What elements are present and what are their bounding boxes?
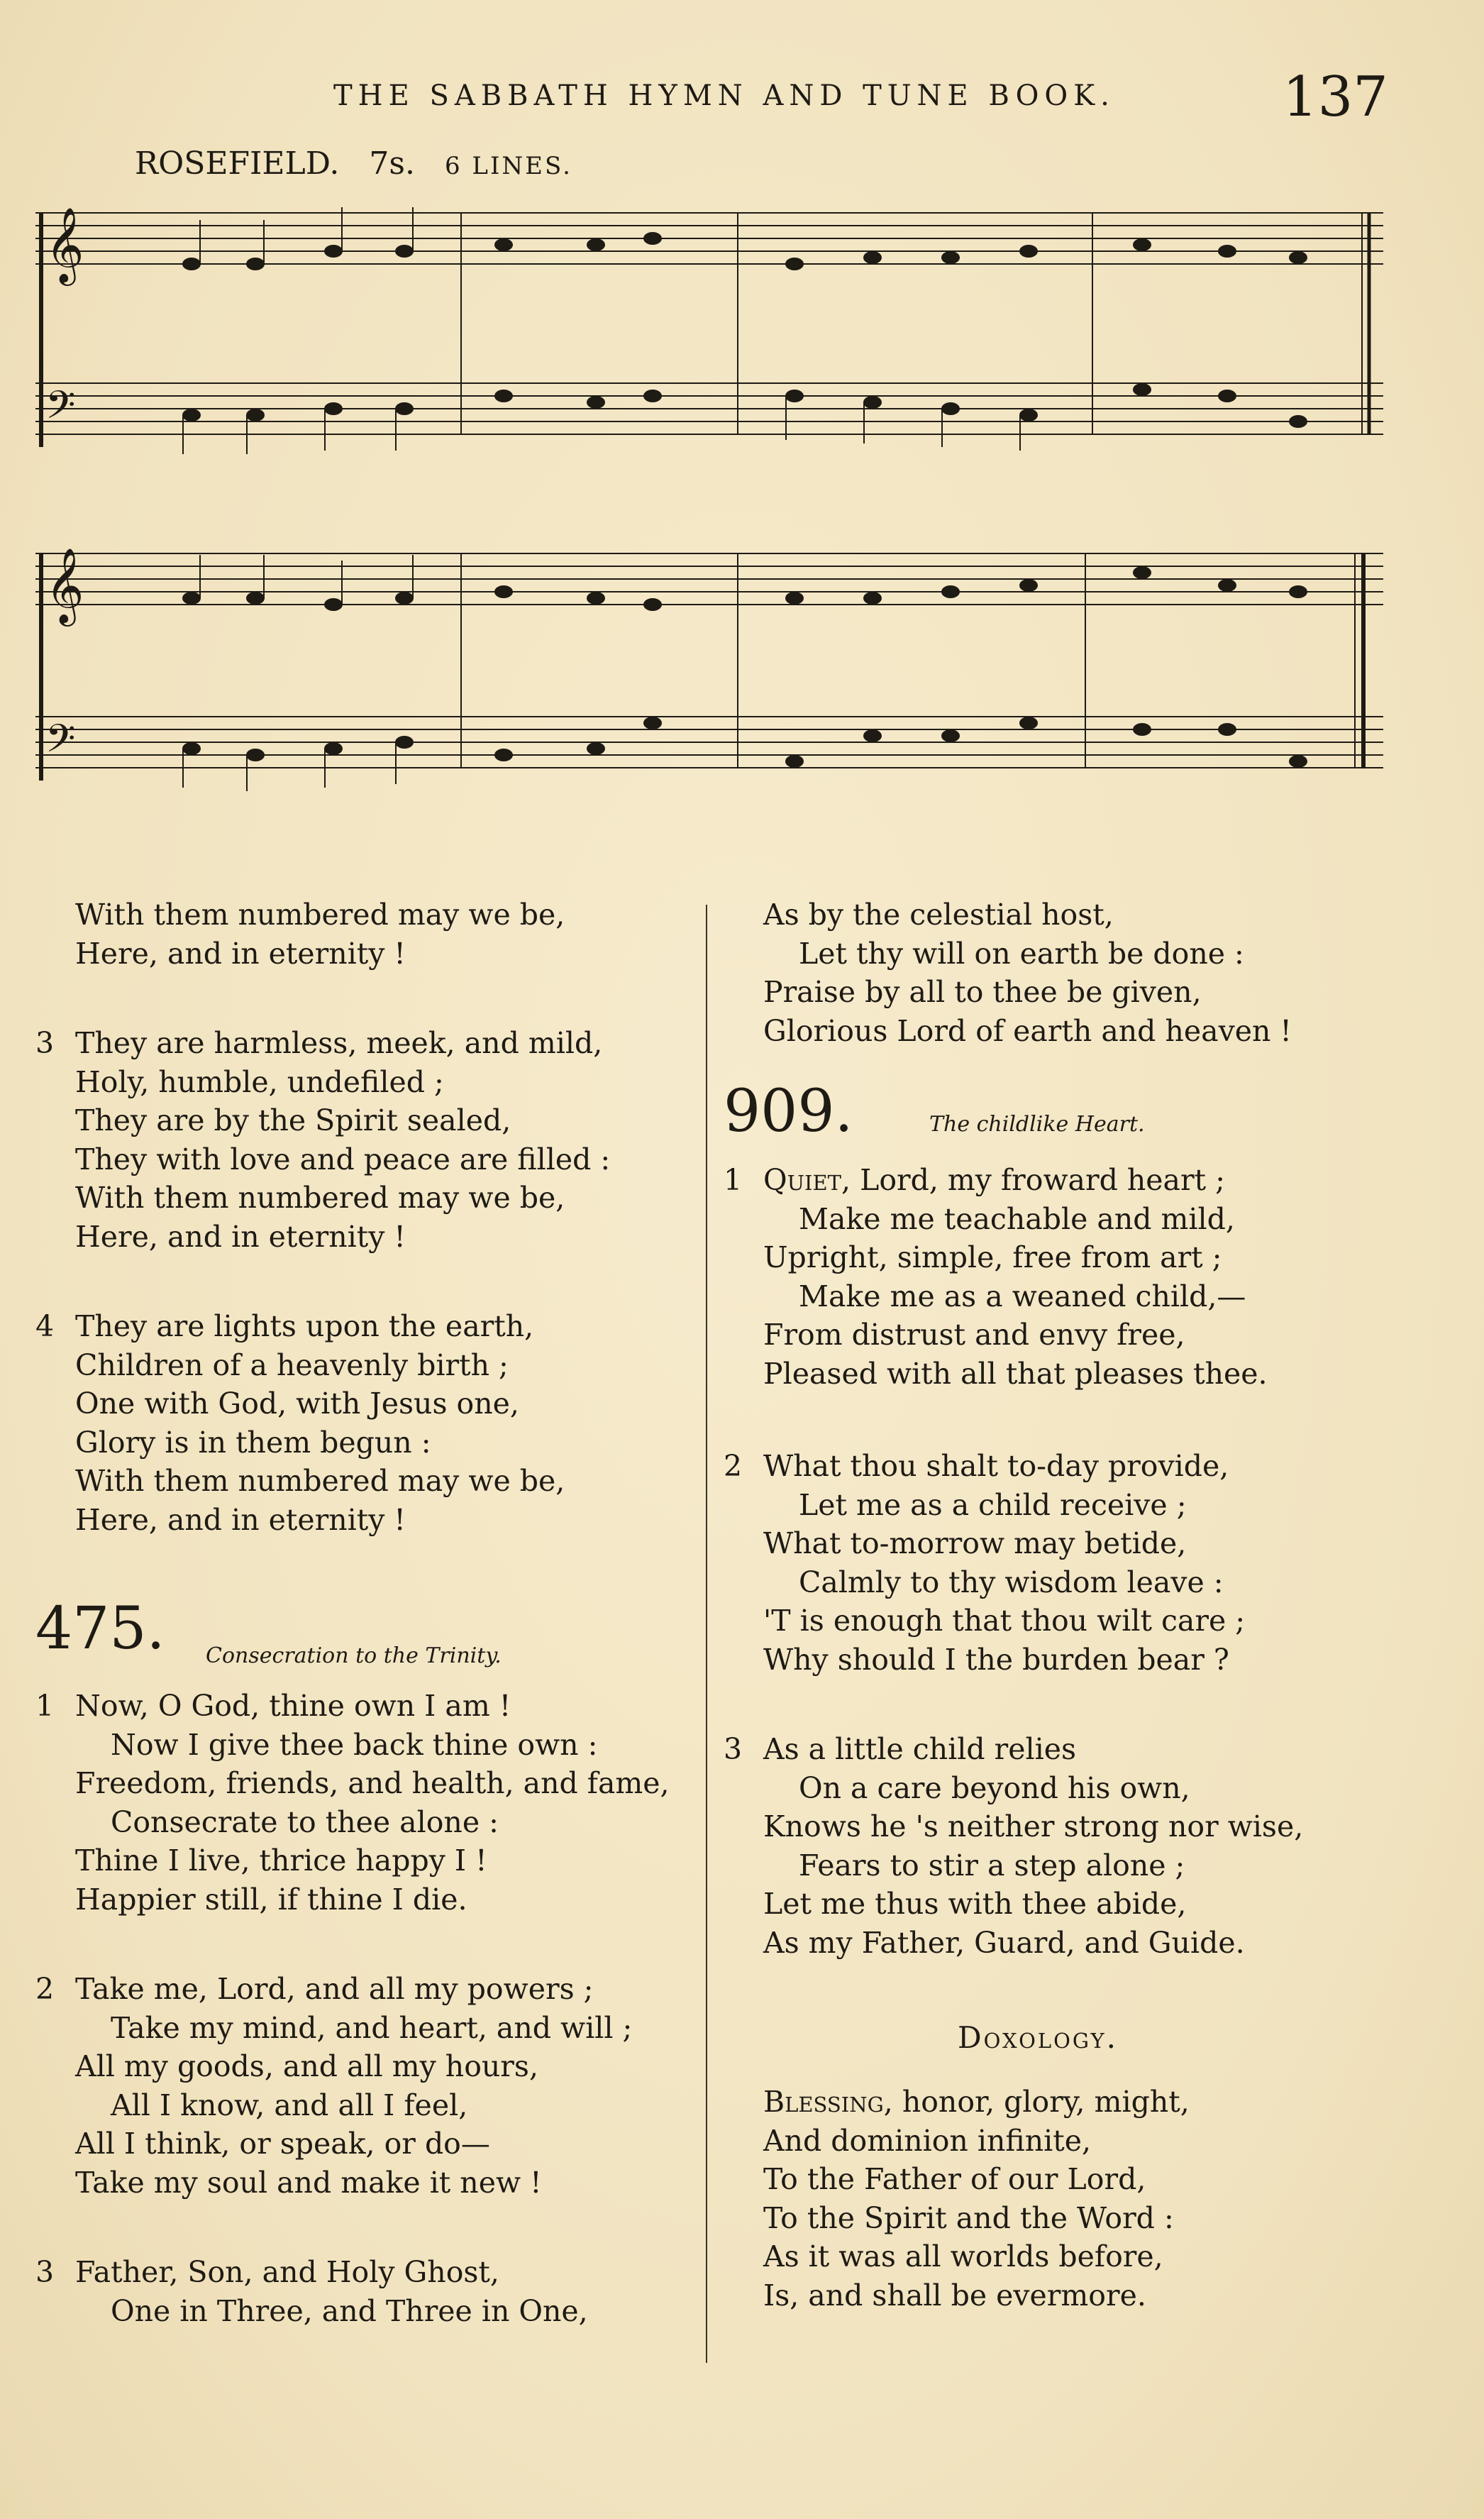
hymn-subtitle: The childlike Heart. <box>929 1112 1145 1137</box>
verse-line: Consecrate to thee alone : <box>111 1804 499 1839</box>
tune-meter-lines: 6 LINES. <box>444 152 572 180</box>
svg-text:𝄢: 𝄢 <box>45 716 76 771</box>
hymn-number: 909. <box>724 1078 853 1145</box>
verse-line: All my goods, and all my hours, <box>75 2049 538 2083</box>
hymn-heading-909 <box>724 1078 1461 1161</box>
verse-line: They with love and peace are filled : <box>75 1142 611 1176</box>
verse-line: Pleased with all that pleases thee. <box>763 1356 1268 1391</box>
verse-line: As it was all worlds before, <box>763 2239 1163 2273</box>
running-header: THE SABBATH HYMN AND TUNE BOOK. <box>333 79 1115 112</box>
verse-line: Upright, simple, free from art ; <box>763 1240 1222 1274</box>
music-notation-system-1 <box>35 199 1397 461</box>
verse-number: 3 <box>724 1732 743 1766</box>
verse-line: Make me as a weaned child,— <box>799 1279 1246 1313</box>
verse-line: With them numbered may we be, <box>75 1181 565 1215</box>
verse-line: 2 Take me, Lord, and all my powers ; <box>35 1970 695 2009</box>
verse-line: Glory is in them begun : <box>75 1425 431 1460</box>
verse-line: Here, and in eternity ! <box>75 1502 406 1537</box>
verse-line: Holy, humble, undefiled ; <box>75 1064 444 1099</box>
verse-number: 1 <box>724 1163 743 1197</box>
verse-line: 2 What thou shalt to-day provide, <box>724 1447 1461 1486</box>
tune-meter: 7s. <box>369 145 415 182</box>
verse-number: 1 <box>35 1689 55 1723</box>
verse-line: They are by the Spirit sealed, <box>75 1103 511 1137</box>
verse-line: As my Father, Guard, and Guide. <box>763 1925 1245 1960</box>
verse-line: What to-morrow may betide, <box>763 1526 1187 1560</box>
verse-line: To the Spirit and the Word : <box>763 2200 1174 2235</box>
right-text-column <box>724 895 1461 2315</box>
verse-line: With them numbered may we be, <box>75 1464 565 1498</box>
page-number: 137 <box>1283 65 1388 129</box>
verse-line: Now I give thee back thine own : <box>111 1727 598 1762</box>
verse-line: Knows he 's neither strong nor wise, <box>763 1809 1304 1843</box>
verse-line: 4 They are lights upon the earth, <box>35 1307 695 1346</box>
column-divider <box>706 905 707 2363</box>
verse-line: Blessing, honor, glory, might, <box>763 2085 1190 2119</box>
tune-heading <box>135 145 602 182</box>
verse-line: Take my mind, and heart, and will ; <box>111 2010 633 2045</box>
verse-line: 1 Now, O God, thine own I am ! <box>35 1687 695 1726</box>
verse-line: As by the celestial host, <box>763 898 1114 932</box>
verse-line: Thine I live, thrice happy I ! <box>75 1843 487 1878</box>
verse-line: All I think, or speak, or do— <box>75 2127 490 2161</box>
verse-line: Is, and shall be evermore. <box>763 2278 1146 2313</box>
verse-line: One with God, with Jesus one, <box>75 1387 519 1421</box>
verse-line: Let me as a child receive ; <box>799 1487 1187 1522</box>
hymn-heading-475 <box>35 1595 695 1678</box>
verse-line: Here, and in eternity ! <box>75 936 406 971</box>
verse-line: Calmly to thy wisdom leave : <box>799 1565 1224 1599</box>
verse-line: From distrust and envy free, <box>763 1318 1185 1352</box>
verse-number: 2 <box>35 1972 55 2006</box>
doxology-title: Doxology. <box>958 2020 1119 2055</box>
verse-line: Here, and in eternity ! <box>75 1219 406 1254</box>
verse-number: 3 <box>35 2255 55 2289</box>
hymn-number: 475. <box>35 1595 165 1663</box>
verse-line: With them numbered may we be, <box>75 898 565 932</box>
verse-line: Glorious Lord of earth and heaven ! <box>763 1013 1292 1048</box>
verse-line: All I know, and all I feel, <box>111 2088 468 2122</box>
verse-line: Let thy will on earth be done : <box>799 936 1244 971</box>
verse-line: 'T is enough that thou wilt care ; <box>763 1604 1246 1638</box>
svg-text:𝄞: 𝄞 <box>45 547 84 623</box>
verse-line: Children of a heavenly birth ; <box>75 1347 509 1382</box>
verse-line: And dominion infinite, <box>763 2123 1092 2158</box>
verse-line: 3 They are harmless, meek, and mild, <box>35 1024 695 1063</box>
verse-line: Praise by all to thee be given, <box>763 975 1202 1009</box>
hymn-subtitle: Consecration to the Trinity. <box>206 1643 502 1668</box>
verse-line: 3 As a little child relies <box>724 1730 1461 1769</box>
score-system-2 <box>35 539 1397 809</box>
verse-line: 3 Father, Son, and Holy Ghost, <box>35 2253 695 2292</box>
verse-number: 2 <box>724 1449 743 1483</box>
verse-line: On a care beyond his own, <box>799 1770 1190 1805</box>
verse-line: Take my soul and make it new ! <box>75 2165 542 2200</box>
verse-line: Let me thus with thee abide, <box>763 1887 1187 1921</box>
left-text-column <box>35 895 695 2330</box>
svg-text:𝄞: 𝄞 <box>45 206 84 282</box>
svg-text:𝄢: 𝄢 <box>45 382 76 437</box>
verse-line: Fears to stir a step alone ; <box>799 1848 1185 1883</box>
verse-line: Freedom, friends, and health, and fame, <box>75 1766 670 1800</box>
music-notation-system-2 <box>35 539 1397 809</box>
verse-number: 3 <box>35 1026 55 1060</box>
tune-name: ROSEFIELD. <box>135 145 340 182</box>
score-system-1 <box>35 199 1397 461</box>
verse-line: Happier still, if thine I die. <box>75 1882 467 1917</box>
verse-line: 1 Quiet, Lord, my froward heart ; <box>724 1161 1461 1200</box>
verse-line: Make me teachable and mild, <box>799 1201 1235 1236</box>
verse-number: 4 <box>35 1309 55 1343</box>
verse-line: One in Three, and Three in One, <box>111 2293 588 2328</box>
verse-line: To the Father of our Lord, <box>763 2162 1146 2196</box>
verse-line: Why should I the burden bear ? <box>763 1642 1229 1677</box>
